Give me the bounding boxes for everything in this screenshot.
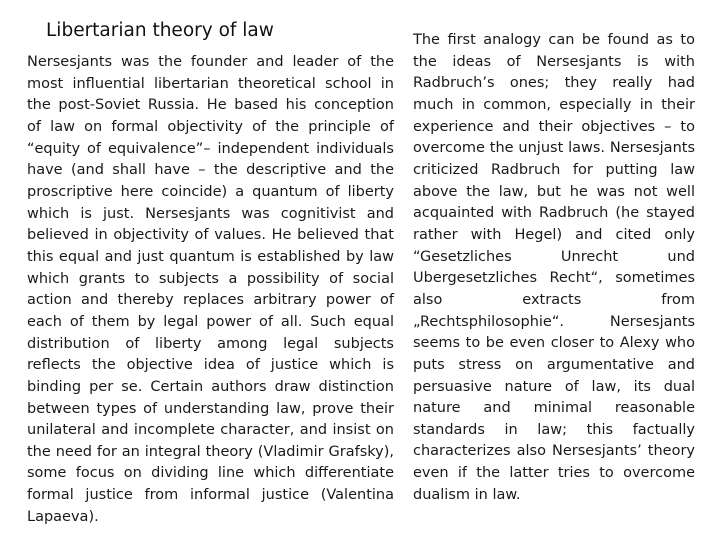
- slide-title: Libertarian theory of law: [46, 20, 274, 41]
- right-column-text: The first analogy can be found as to the ideas of Nersesjants is with Radbruch’s ones; they really had much in common, especially in their experience and their objectives – to overcome the unjust laws. Nersesjants criticized Radbruch for putting law above the law, but he was not well acquainted with Radbruch (he stayed rather with Hegel) and cited only “Gesetzliches Unrecht und Ubergesetzliches Recht“, sometimes also extracts from „Rechtsphilosophie“. Nersesjants seems to be even closer to Alexy who puts stress on argumentative and persuasive nature of law, its dual nature and minimal reasonable standards in law; this factually characterizes also Nersesjants’ theory even if the latter tries to overcome dualism in law.: [413, 32, 695, 503]
- left-column-text: Nersesjants was the founder and leader of the most influential libertarian theoretical school in the post-Soviet Russia. He based his conception of law on formal objectivity of the principle of “equity of equivalence”– independent individuals have (and shall have – the descriptive and the proscriptive here coincide) a quantum of liberty which is just. Nersesjants was cognitivist and believed in objectivity of values. He believed that this equal and just quantum is established by law which grants to subjects a possibility of social action and thereby replaces arbitrary power of each of them by legal power of all. Such equal distribution of liberty among legal subjects reflects the objective idea of justice which is binding per se. Certain authors draw distinction between types of understanding law, prove their unilateral and incomplete character, and insist on the need for an integral theory (Vladimir Grafsky), some focus on dividing line which differentiate formal justice from informal justice (Valentina Lapaeva).: [27, 54, 394, 525]
